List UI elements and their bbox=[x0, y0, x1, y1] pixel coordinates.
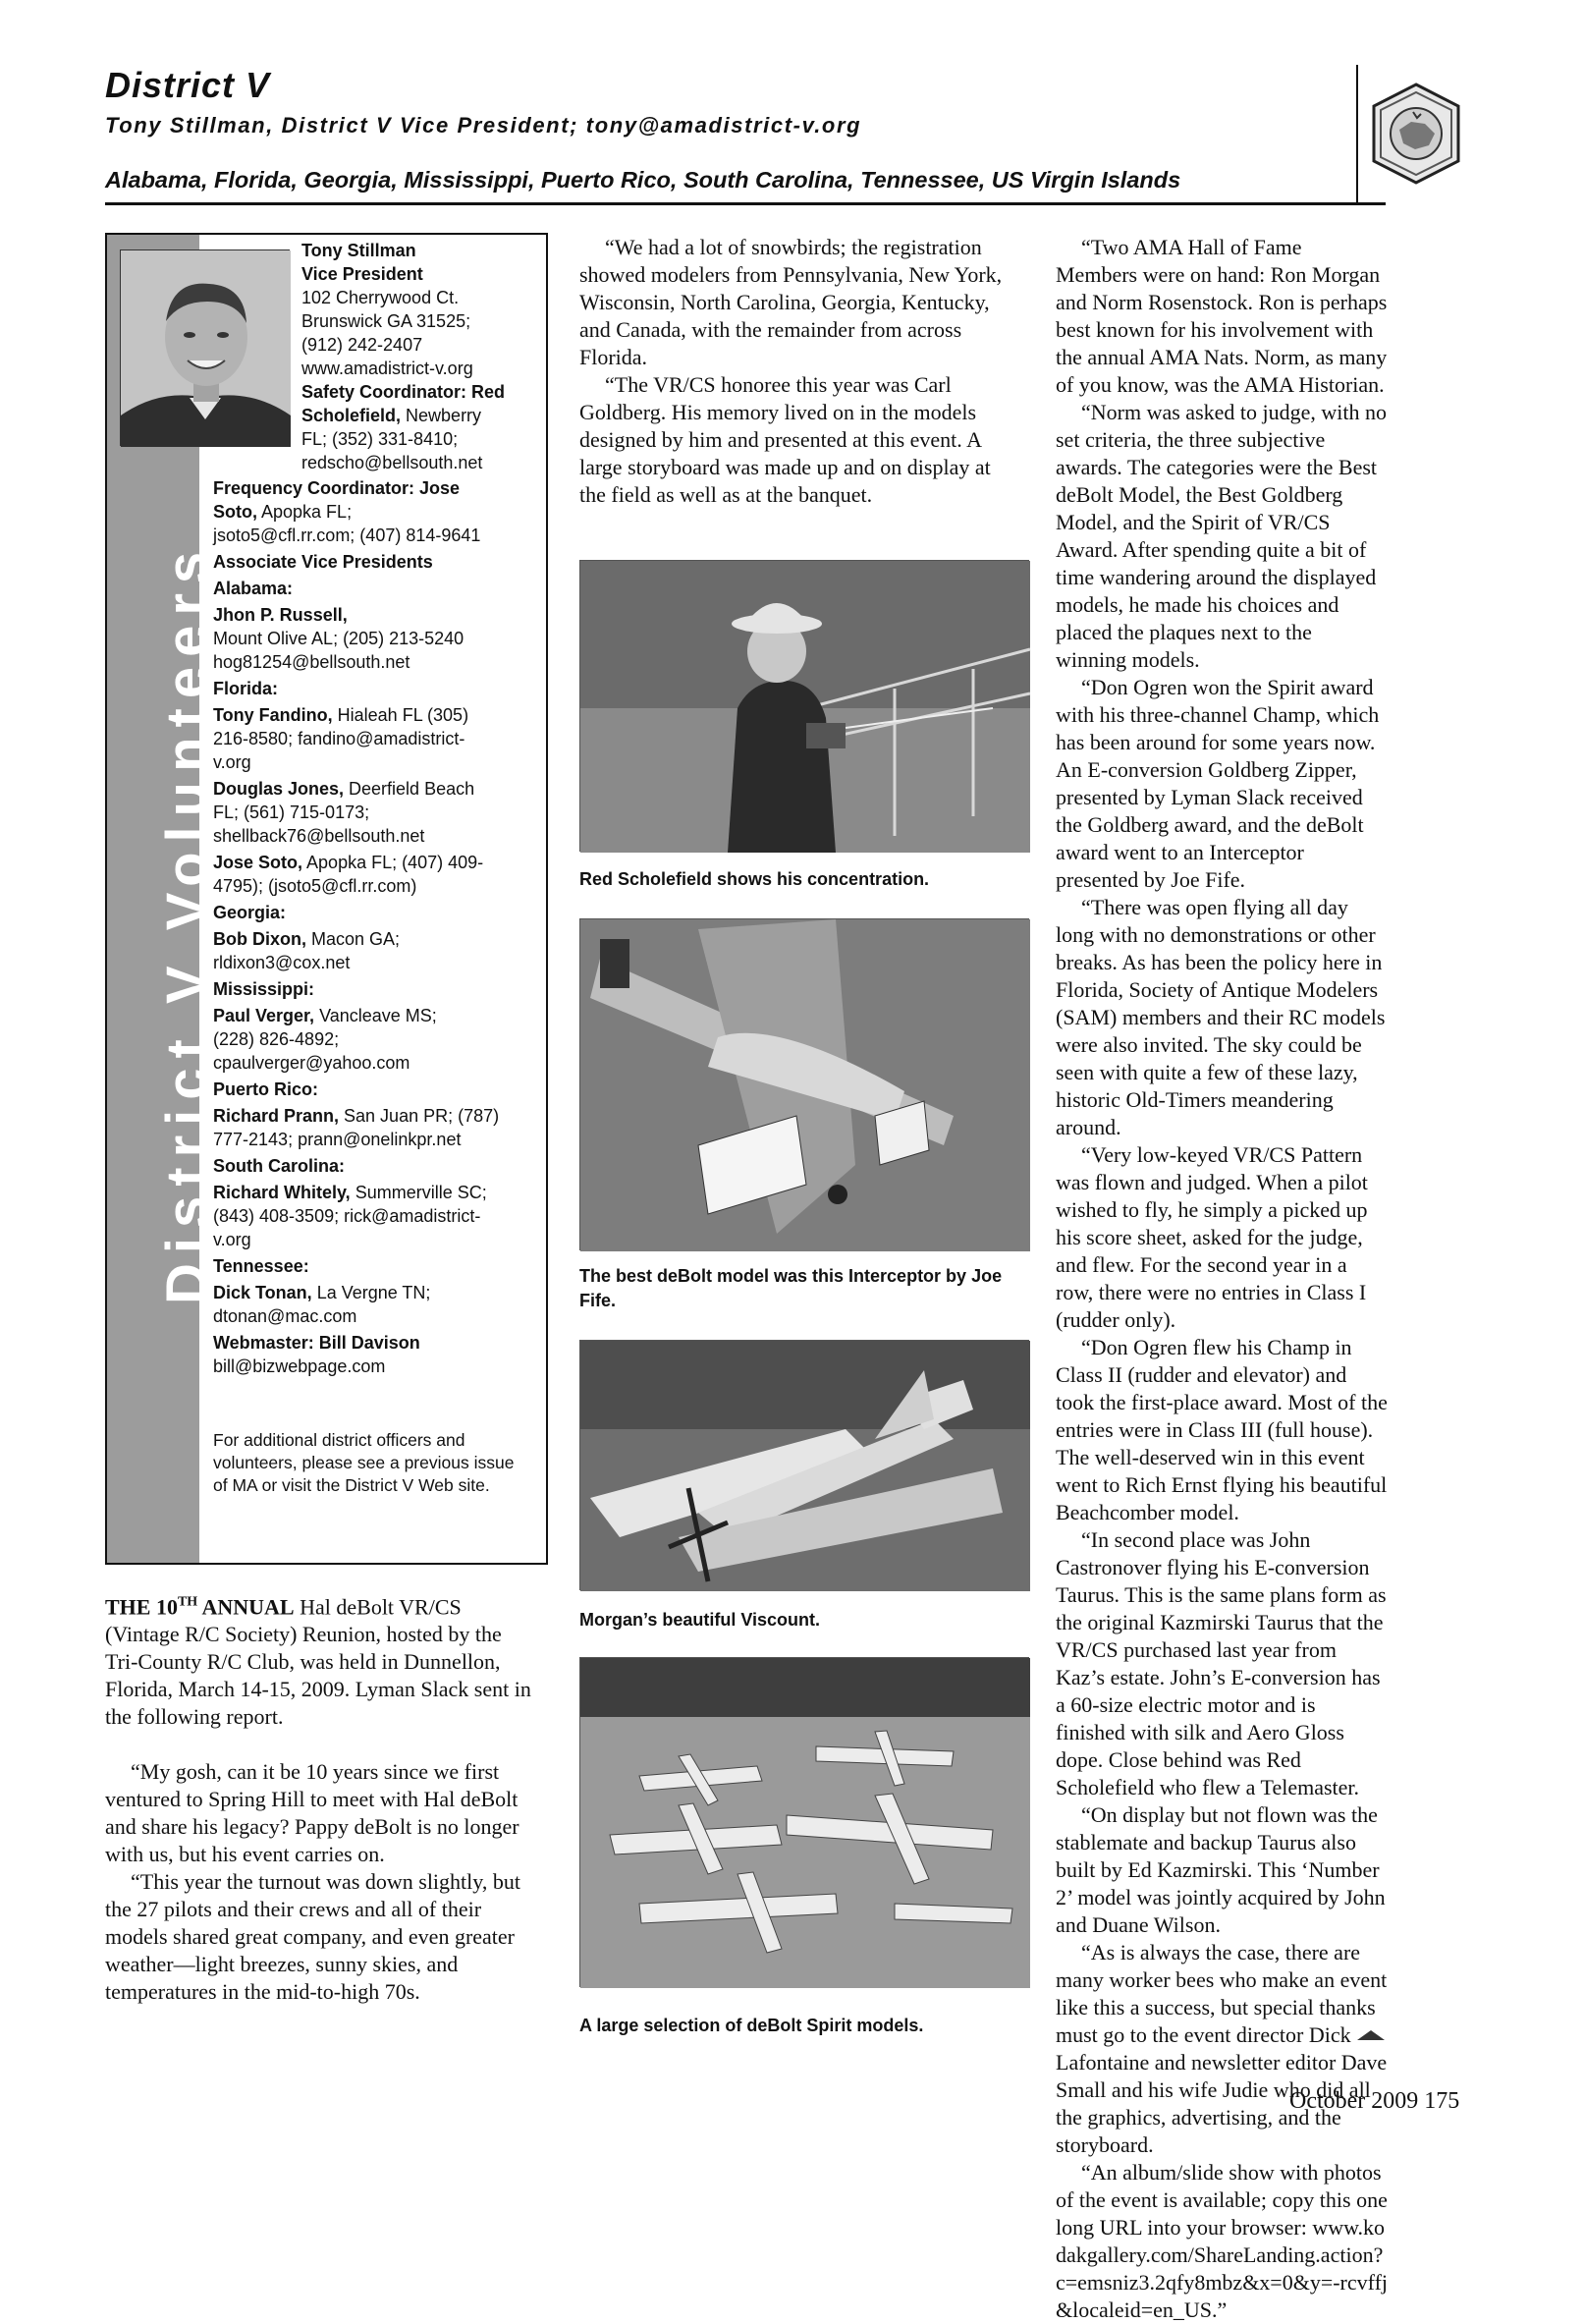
volunteer-line-text: v.org bbox=[213, 752, 251, 772]
volunteer-line bbox=[213, 650, 542, 674]
volunteer-line bbox=[213, 977, 542, 1001]
volunteer-line bbox=[213, 901, 542, 924]
article-paragraph: “Very low-keyed VR/CS Pattern was flown and judged. When a pilot wished to fly, he simply a picked up his score sheet, asked for the judge, and flew. For the second year in a row, there were no entries in Class I (rudder only). bbox=[1056, 1142, 1368, 1332]
volunteer-line bbox=[213, 1104, 542, 1128]
volunteer-line-text: 4795); (jsoto5@cfl.rr.com) bbox=[213, 876, 417, 896]
volunteer-line-bold: Webmaster: Bill Davison bbox=[213, 1333, 420, 1353]
volunteer-line-bold: Frequency Coordinator: Jose bbox=[213, 478, 461, 498]
volunteer-line bbox=[213, 1304, 542, 1328]
volunteer-line-text: 102 Cherrywood Ct. bbox=[301, 288, 460, 307]
volunteer-line-bold: Jose Soto, bbox=[213, 853, 303, 872]
volunteers-sidebar bbox=[105, 233, 548, 1565]
volunteer-line bbox=[213, 874, 542, 898]
volunteer-line bbox=[213, 1228, 542, 1251]
volunteer-line-bold: Puerto Rico: bbox=[213, 1079, 319, 1099]
volunteer-line bbox=[213, 1355, 542, 1378]
volunteer-line-text: hog81254@bellsouth.net bbox=[213, 652, 410, 672]
volunteer-line-text: dtonan@mac.com bbox=[213, 1306, 357, 1326]
volunteer-line-bold: Alabama: bbox=[213, 579, 294, 598]
volunteer-line-bold: South Carolina: bbox=[213, 1156, 345, 1176]
volunteer-line-bold: Dick Tonan, bbox=[213, 1283, 312, 1302]
volunteer-line bbox=[213, 1331, 542, 1355]
volunteer-line-bold: Associate Vice Presidents bbox=[213, 552, 433, 572]
volunteer-list bbox=[213, 476, 542, 1378]
article-paragraph: “Norm was asked to judge, with no set criteria, the three subjective awards. The categories were the Best deBolt Model, the Best Goldberg Model, and the Spirit of VR/CS Award. After spending quite a bit of time wandering around the displayed models, he made his choices and placed the plaques next to the winning models. bbox=[1056, 400, 1387, 672]
volunteer-line bbox=[213, 1281, 542, 1304]
volunteer-line bbox=[301, 357, 542, 380]
volunteer-line-text: redscho@bellsouth.net bbox=[301, 453, 483, 472]
photo-viscount bbox=[579, 1340, 1029, 1590]
volunteer-line-text: bill@bizwebpage.com bbox=[213, 1356, 386, 1376]
photo-caption: The best deBolt model was this Interceptor by Joe Fife. bbox=[579, 1266, 1003, 1310]
volunteer-line-text: Brunswick GA 31525; bbox=[301, 311, 471, 331]
volunteer-line-bold: Douglas Jones, bbox=[213, 779, 345, 799]
volunteer-line bbox=[213, 1204, 542, 1228]
article-paragraph: “As is always the case, there are many worker bees who make an event like this a success, but special thanks must go to the event director Dick Lafontaine and newsletter editor Dave Small and his wife Judie who did all the graphics, advertising, and the storyboard. bbox=[1056, 1940, 1388, 2157]
page-subtitle: Tony Stillman, District V Vice President; tony@amadistrict-v.org bbox=[105, 113, 862, 138]
article-paragraph: “An album/slide show with photos of the event is available; copy this one long URL into your browser: www.kodakgallery.com/ShareLanding.action?c=emsniz3.2qfy8mbz&x=0&y=-rcvffj&localeid=en_US.” bbox=[1056, 2160, 1389, 2322]
article-paragraph: “In second place was John Castronover flying his E-conversion Taurus. This is the same plans form as the original Kazmirski Taurus that the VR/CS purchased last year from Kaz’s estate. John’s E-conversion has a 60-size electric motor and is finished with silk and Aero Gloss dope. Close behind was Red Scholefield who flew a Telemaster. bbox=[1056, 1527, 1387, 1799]
article-paragraph: “This year the turnout was down slightly, but the 27 pilots and their crews and all of their models shared great company, and even greater weather—light breezes, sunny skies, and temperatures in the mid-to-high 70s. bbox=[105, 1869, 520, 2005]
district-logo-icon bbox=[1360, 65, 1473, 205]
volunteer-line-text: FL; (352) 331-8410; bbox=[301, 429, 459, 449]
volunteer-line-text: Mount Olive AL; (205) 213-5240 bbox=[213, 629, 464, 648]
volunteer-line-bold: Soto, bbox=[213, 502, 257, 522]
lead-text-a: THE 10 bbox=[105, 1594, 178, 1620]
article-paragraph: “On display but not flown was the stablemate and backup Taurus also built by Ed Kazmirski. This ‘Number 2’ model was jointly acquired by John and Duane Wilson. bbox=[1056, 1802, 1386, 1937]
article-paragraph: “The VR/CS honoree this year was Carl Goldberg. His memory lived on in the models designed by him and presented at this event. A large storyboard was made up and on display at the field as well as at the banquet. bbox=[579, 372, 991, 507]
article-paragraph: “Don Ogren won the Spirit award with his three-channel Champ, which has been around for some years now. An E-conversion Goldberg Zipper, presented by Lyman Slack received the Goldberg award, and the deBolt award went to an Interceptor presented by Joe Fife. bbox=[1056, 675, 1380, 892]
volunteer-line-text: (843) 408-3509; rick@amadistrict- bbox=[213, 1206, 481, 1226]
volunteer-line bbox=[301, 404, 542, 427]
lead-text-b: ANNUAL bbox=[197, 1594, 295, 1620]
lead-superscript: TH bbox=[177, 1595, 198, 1610]
volunteer-line-bold: Paul Verger, bbox=[213, 1006, 315, 1025]
intro-text: Hal deBolt VR/CS (Vintage R/C Society) Reunion, hosted by the Tri-County R/C Club, was held in Dunnellon, Florida, March 14-15, 2009. Lyman Slack sent in the following report. bbox=[105, 1594, 531, 1730]
district-states: Alabama, Florida, Georgia, Mississippi, Puerto Rico, South Carolina, Tennessee, US Virgin Islands bbox=[105, 167, 1181, 193]
article-paragraph: “Don Ogren flew his Champ in Class II (rudder and elevator) and took the first-place award. Most of the entries were in Class III (full house). The well-deserved win in this event went to Rich Ernst flying his beautiful Beachcomber model. bbox=[1056, 1335, 1388, 1524]
volunteer-line-text: v.org bbox=[213, 1230, 251, 1249]
volunteer-line-text: San Juan PR; (787) bbox=[339, 1106, 500, 1126]
header-rule bbox=[105, 202, 1386, 205]
volunteer-line-bold: Tony Stillman bbox=[301, 241, 416, 260]
volunteer-line-text: shellback76@bellsouth.net bbox=[213, 826, 425, 846]
volunteer-line bbox=[301, 427, 542, 451]
volunteer-line-text: (228) 826-4892; bbox=[213, 1029, 340, 1049]
volunteer-line-bold: Richard Prann, bbox=[213, 1106, 340, 1126]
volunteer-line bbox=[213, 1128, 542, 1151]
volunteer-line-bold: Mississippi: bbox=[213, 979, 315, 999]
photo-caption: A large selection of deBolt Spirit models. bbox=[579, 2016, 924, 2035]
volunteer-line-bold: Safety Coordinator: Red bbox=[301, 382, 506, 402]
volunteer-line-text: Vancleave MS; bbox=[314, 1006, 437, 1025]
volunteer-line-text: FL; (561) 715-0173; bbox=[213, 802, 370, 822]
volunteer-line bbox=[301, 309, 542, 333]
volunteer-line bbox=[213, 824, 542, 848]
volunteer-line bbox=[213, 727, 542, 750]
volunteer-line bbox=[213, 476, 542, 500]
vp-portrait bbox=[120, 249, 290, 446]
volunteer-line-bold: Vice President bbox=[301, 264, 423, 284]
volunteer-line bbox=[213, 1004, 542, 1027]
article-paragraph: “There was open flying all day long with no demonstrations or other breaks. As has been the policy here in Florida, Society of Antique Modelers (SAM) members and their RC models were also invited. The sky could be seen with quite a few of these lazy, historic Old-Timers meandering around. bbox=[1056, 895, 1386, 1139]
volunteer-line-text: Newberry bbox=[401, 406, 482, 425]
sidebar-closing-note: For additional district officers and volunteers, please see a previous issue of MA or visit the District V Web site. bbox=[213, 1430, 515, 1495]
photo-caption: Red Scholefield shows his concentration. bbox=[579, 869, 930, 889]
volunteer-line bbox=[213, 801, 542, 824]
page-footer: October 2009 175 bbox=[1289, 2088, 1460, 2114]
volunteer-line bbox=[213, 603, 542, 627]
article-paragraph: “Two AMA Hall of Fame Members were on hand: Ron Morgan and Norm Rosenstock. Ron is perhaps best known for his involvement with the annual AMA Nats. Norm, as many of you know, was the AMA Historian. bbox=[1056, 235, 1388, 397]
article-paragraph: “My gosh, can it be 10 years since we first ventured to Spring Hill to meet with Hal deBolt and share his legacy? Pappy deBolt is no longer with us, but his event carries on. bbox=[105, 1759, 519, 1867]
volunteer-line bbox=[301, 380, 542, 404]
volunteer-line-bold: Tennessee: bbox=[213, 1256, 309, 1276]
volunteer-line-text: Summerville SC; bbox=[350, 1183, 487, 1202]
volunteer-line-text: Deerfield Beach bbox=[344, 779, 475, 799]
volunteer-line-bold: Richard Whitely, bbox=[213, 1183, 351, 1202]
volunteer-line-text: Macon GA; bbox=[306, 929, 401, 949]
volunteer-line-bold: Bob Dixon, bbox=[213, 929, 306, 949]
volunteer-line-text: Apopka FL; bbox=[257, 502, 353, 522]
volunteer-line-bold: Scholefield, bbox=[301, 406, 402, 425]
volunteer-line bbox=[213, 1181, 542, 1204]
volunteer-line bbox=[213, 524, 542, 547]
volunteer-line-text: 777-2143; prann@onelinkpr.net bbox=[213, 1130, 462, 1149]
volunteer-line-text: rldixon3@cox.net bbox=[213, 953, 351, 972]
volunteer-line-bold: Jhon P. Russell, bbox=[213, 605, 348, 625]
volunteer-line-text: 216-8580; fandino@amadistrict- bbox=[213, 729, 465, 748]
volunteer-line-text: Apopka FL; (407) 409- bbox=[302, 853, 484, 872]
photo-interceptor bbox=[579, 918, 1029, 1250]
volunteer-line bbox=[213, 500, 542, 524]
volunteer-line bbox=[213, 1051, 542, 1075]
volunteer-line-text: jsoto5@cfl.rr.com; (407) 814-9641 bbox=[213, 526, 481, 545]
volunteer-line bbox=[213, 777, 542, 801]
volunteer-line-bold: Florida: bbox=[213, 679, 278, 698]
volunteer-line bbox=[213, 927, 542, 951]
photo-spirit-models bbox=[579, 1657, 1029, 1987]
volunteer-line bbox=[213, 951, 542, 974]
article-column-1 bbox=[105, 1589, 537, 2006]
logo-divider bbox=[1356, 65, 1358, 205]
volunteer-line bbox=[213, 1254, 542, 1278]
sidebar-vertical-title: District V Volunteers bbox=[155, 541, 219, 1304]
volunteer-line-text: Hialeah FL (305) bbox=[332, 705, 469, 725]
volunteer-line-text: La Vergne TN; bbox=[311, 1283, 431, 1302]
volunteer-line-bold: Tony Fandino, bbox=[213, 705, 333, 725]
volunteer-line bbox=[213, 550, 542, 574]
volunteer-line-bold: Georgia: bbox=[213, 903, 287, 922]
volunteer-line bbox=[213, 1027, 542, 1051]
volunteer-line bbox=[301, 262, 542, 286]
article-intro bbox=[105, 1589, 537, 1731]
volunteer-line bbox=[301, 333, 542, 357]
volunteer-line-text: www.amadistrict-v.org bbox=[301, 359, 473, 378]
volunteer-line bbox=[301, 451, 542, 474]
volunteer-line bbox=[213, 577, 542, 600]
volunteer-line bbox=[213, 703, 542, 727]
volunteer-line bbox=[301, 239, 542, 262]
volunteer-line bbox=[213, 1154, 542, 1178]
article-column-3 bbox=[1056, 234, 1388, 2324]
article-paragraph: “We had a lot of snowbirds; the registration showed modelers from Pennsylvania, New York, Wisconsin, North Carolina, Georgia, Kentucky, and Canada, with the remainder from across Florida. bbox=[579, 235, 1003, 369]
volunteer-line bbox=[213, 627, 542, 650]
volunteer-line bbox=[213, 750, 542, 774]
volunteer-line-text: cpaulverger@yahoo.com bbox=[213, 1053, 410, 1073]
volunteer-line bbox=[301, 286, 542, 309]
photo-caption: Morgan’s beautiful Viscount. bbox=[579, 1610, 821, 1630]
end-mark-icon bbox=[1355, 2028, 1387, 2042]
article-column-2 bbox=[579, 234, 1019, 509]
volunteer-line bbox=[213, 1078, 542, 1101]
vp-contact-block bbox=[301, 239, 542, 474]
photo-red-scholefield bbox=[579, 560, 1029, 852]
volunteer-line-text: (912) 242-2407 bbox=[301, 335, 423, 355]
page-title: District V bbox=[105, 65, 271, 105]
volunteer-line bbox=[213, 677, 542, 700]
volunteer-line bbox=[213, 851, 542, 874]
